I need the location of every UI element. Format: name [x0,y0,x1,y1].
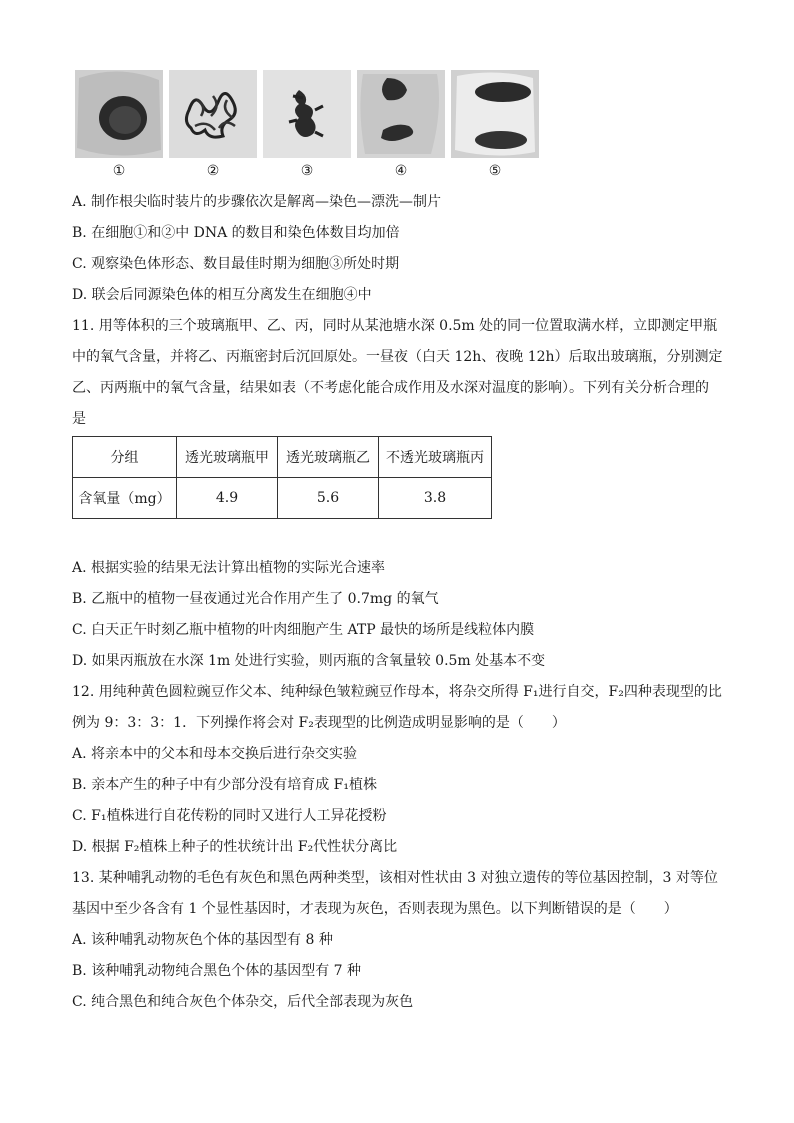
table-cell: 4.9 [177,478,278,519]
q11-stem-line-4: 是 [72,411,86,427]
q13-stem-line-2: 基因中至少各含有 1 个显性基因时，才表现为灰色，否则表现为黑色。以下判断错误的是（ ） [72,901,678,917]
figure-label-5: ⑤ [488,163,502,179]
table-header-row [73,437,492,478]
q13-option-b: B. 该种哺乳动物纯合黑色个体的基因型有 7 种 [72,963,361,979]
table-header-cell: 透光玻璃瓶乙 [278,437,379,478]
oxygen-table [72,436,492,519]
cell-micrograph-figure [75,70,535,180]
q12-option-d: D. 根据 F₂植株上种子的性状统计出 F₂代性状分离比 [72,839,398,855]
micrograph-cell-2 [169,70,257,158]
figure-label-3: ③ [300,163,314,179]
q12-stem-line-2: 例为 9：3：3：1．下列操作将会对 F₂表现型的比例造成明显影响的是（ ） [72,715,566,731]
q11-stem-line-2: 中的氧气含量，并将乙、丙瓶密封后沉回原处。一昼夜（白天 12h、夜晚 12h）后取出玻璃瓶，分别测定 [72,349,723,365]
table-row [73,478,492,519]
table-cell: 含氧量（mg） [73,478,177,519]
q12-option-c: C. F₁植株进行自花传粉的同时又进行人工异花授粉 [72,808,387,824]
q13-option-c: C. 纯合黑色和纯合灰色个体杂交，后代全部表现为灰色 [72,994,414,1010]
table-cell: 3.8 [379,478,492,519]
micrograph-cell-5 [451,70,539,158]
q12-option-a: A. 将亲本中的父本和母本交换后进行杂交实验 [72,746,358,762]
q10-option-d: D. 联会后同源染色体的相互分离发生在细胞④中 [72,287,372,303]
micrograph-cell-4 [357,70,445,158]
q13-stem-line-1: 13. 某种哺乳动物的毛色有灰色和黑色两种类型，该相对性状由 3 对独立遗传的等位基因控制，3 对等位 [72,870,718,886]
figure-label-2: ② [206,163,220,179]
q11-stem-line-1: 11. 用等体积的三个玻璃瓶甲、乙、丙，同时从某池塘水深 0.5m 处的同一位置取满水样，立即测定甲瓶 [72,318,718,334]
q11-option-b: B. 乙瓶中的植物一昼夜通过光合作用产生了 0.7mg 的氧气 [72,591,439,607]
table-header-cell: 透光玻璃瓶甲 [177,437,278,478]
figure-label-1: ① [112,163,126,179]
q11-stem-line-3: 乙、丙两瓶中的氧气含量，结果如表（不考虑化能合成作用及水深对温度的影响）。下列有关分析合理的 [72,380,709,396]
q11-option-a: A. 根据实验的结果无法计算出植物的实际光合速率 [72,560,386,576]
q10-option-c: C. 观察染色体形态、数目最佳时期为细胞③所处时期 [72,256,400,272]
table-header-cell: 不透光玻璃瓶丙 [379,437,492,478]
q13-option-a: A. 该种哺乳动物灰色个体的基因型有 8 种 [72,932,333,948]
q12-option-b: B. 亲本产生的种子中有少部分没有培育成 F₁植株 [72,777,377,793]
micrograph-cell-3 [263,70,351,158]
q12-stem-line-1: 12. 用纯种黄色圆粒豌豆作父本、纯种绿色皱粒豌豆作母本，将杂交所得 F₁进行自交，F₂四种表现型的比 [72,684,722,700]
table-cell: 5.6 [278,478,379,519]
q10-option-b: B. 在细胞①和②中 DNA 的数目和染色体数目均加倍 [72,225,400,241]
figure-label-4: ④ [394,163,408,179]
q11-option-d: D. 如果丙瓶放在水深 1m 处进行实验，则丙瓶的含氧量较 0.5m 处基本不变 [72,653,546,669]
micrograph-cell-1 [75,70,163,158]
q11-option-c: C. 白天正午时刻乙瓶中植物的叶肉细胞产生 ATP 最快的场所是线粒体内膜 [72,622,535,638]
q10-option-a: A. 制作根尖临时装片的步骤依次是解离—染色—漂洗—制片 [72,194,442,210]
table-header-cell: 分组 [73,437,177,478]
